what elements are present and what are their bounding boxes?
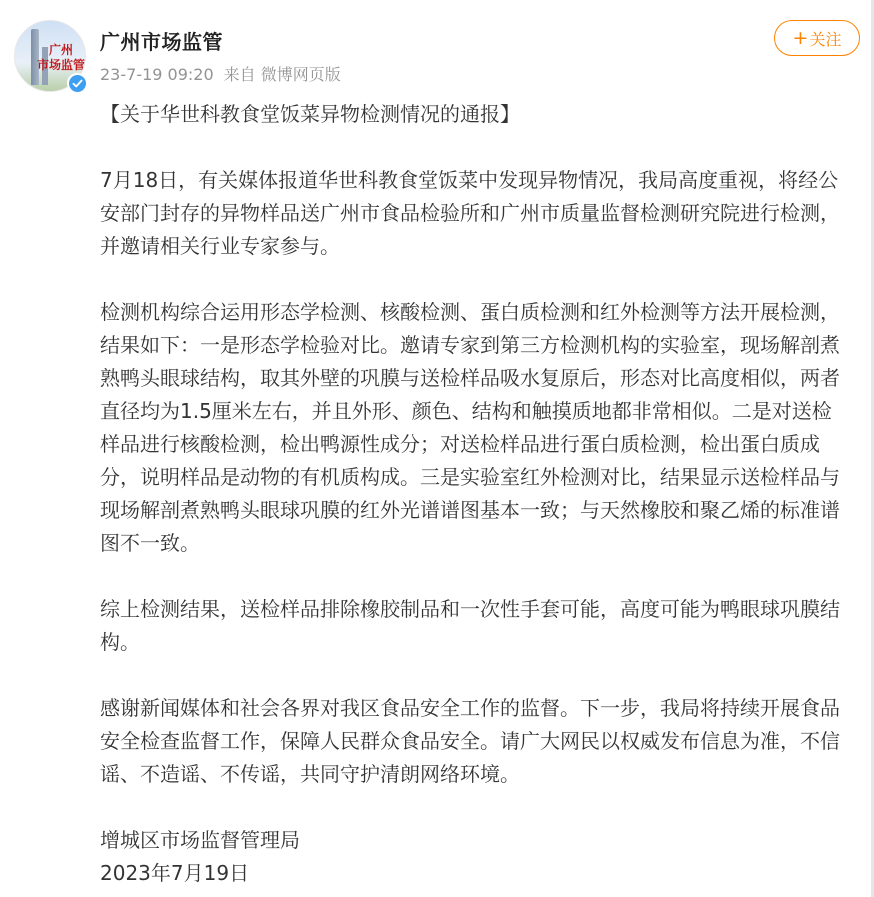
avatar-logo-text-line1: 广州 bbox=[49, 43, 74, 57]
verified-badge bbox=[67, 73, 87, 93]
author-name[interactable]: 广州市场监管 bbox=[100, 30, 223, 54]
post-source: 微博网页版 bbox=[260, 65, 341, 84]
post-meta bbox=[100, 62, 341, 85]
post-paragraph: 综上检测结果，送检样品排除橡胶制品和一次性手套可能，高度可能为鸭眼球巩膜结构。 bbox=[100, 597, 840, 654]
plus-icon: + bbox=[792, 26, 809, 49]
follow-button-label: 关注 bbox=[809, 29, 842, 49]
follow-button[interactable] bbox=[774, 20, 860, 56]
avatar-logo-text-line2: 市场监管 bbox=[37, 58, 86, 72]
signature-date: 2023年7月19日 bbox=[100, 861, 250, 885]
signature-org: 增城区市场监督管理局 bbox=[100, 828, 300, 852]
post-source-prefix: 来自 bbox=[223, 65, 256, 84]
post-paragraph: 7月18日，有关媒体报道华世科教食堂饭菜中发现异物情况，我局高度重视，将经公安部门封存的异物样品送广州市食品检验所和广州市质量监督检测研究院进行检测，并邀请相关行业专家参与。 bbox=[100, 168, 840, 258]
post-paragraph: 感谢新闻媒体和社会各界对我区食品安全工作的监督。下一步，我局将持续开展食品安全检查监督工作，保障人民群众食品安全。请广大网民以权威发布信息为准，不信谣、不造谣、不传谣，共同守护清朗网络环境。 bbox=[100, 696, 840, 786]
post-body bbox=[100, 98, 848, 890]
post-paragraph: 检测机构综合运用形态学检测、核酸检测、蛋白质检测和红外检测等方法开展检测，结果如下：一是形态学检验对比。邀请专家到第三方检测机构的实验室，现场解剖煮熟鸭头眼球结构，取其外壁的巩膜与送检样品吸水复原后，形态对比高度相似，两者直径均为1.5厘米左右，并且外形、颜色、结构和触摸质地都非常相似。二是对送检样品进行核酸检测，检出鸭源性成分；对送检样品进行蛋白质检测，检出蛋白质成分，说明样品是动物的有机质构成。三是实验室红外检测对比，结果显示送检样品与现场解剖煮熟鸭头眼球巩膜的红外光谱谱图基本一致；与天然橡胶和聚乙烯的标准谱图不一致。 bbox=[100, 300, 840, 555]
post-title: 【关于华世科教食堂饭菜异物检测情况的通报】 bbox=[100, 102, 520, 126]
verified-check-icon bbox=[69, 75, 86, 92]
post-timestamp[interactable]: 23-7-19 09:20 bbox=[100, 65, 214, 84]
post-header bbox=[14, 18, 860, 96]
